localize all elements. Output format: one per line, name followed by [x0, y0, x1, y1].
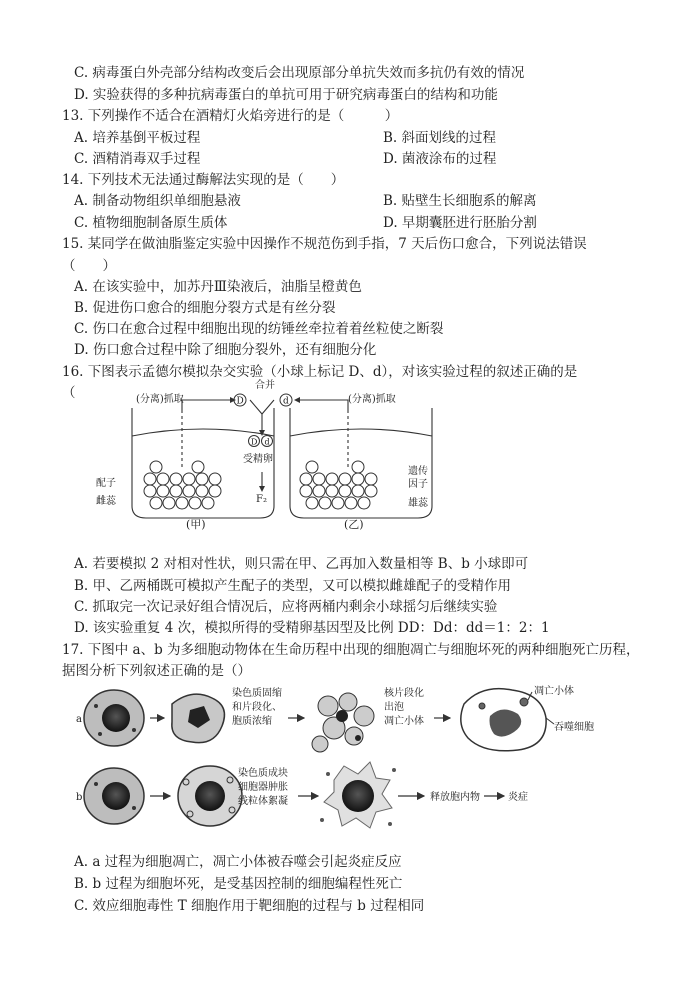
- option-b-q13: B. 斜面划线的过程: [383, 130, 497, 146]
- option-b-q17: B. b 过程为细胞坏死，是受基因控制的细胞编程性死亡: [74, 876, 403, 892]
- option-a-q15: A. 在该实验中，加苏丹Ⅲ染液后，油脂呈橙黄色: [74, 279, 362, 295]
- option-b-q15: B. 促进伤口愈合的细胞分裂方式是有丝分裂: [74, 300, 336, 316]
- right-grab-label: (分离)抓取: [348, 394, 396, 405]
- option-d-q16: D. 该实验重复 4 次，模拟所得的受精卵基因型及比例 DD：Dd：dd＝1：2：1: [74, 620, 550, 636]
- inflammation-label: 炎症: [508, 792, 528, 803]
- option-d-q15: D. 伤口愈合过程中除了细胞分裂外，还有细胞分化: [74, 342, 377, 358]
- fertilized-egg-label: 受精卵: [243, 454, 273, 465]
- question-17-stem: 17. 下图中 a、b 为多细胞动物体在生命历程中出现的细胞凋亡与细胞坏死的两种细胞死亡历程，: [62, 642, 640, 658]
- option-b-q14: B. 贴壁生长细胞系的解离: [383, 193, 537, 209]
- apoptotic-body-label: 凋亡小体: [534, 686, 574, 697]
- condensing-cell-a: [172, 694, 225, 743]
- a-step2-line1: 核片段化: [384, 688, 424, 699]
- option-a-q17: A. a 过程为细胞凋亡，凋亡小体被吞噬会引起炎症反应: [74, 854, 402, 870]
- figure-q17-cell-death: [72, 684, 632, 848]
- question-16-blank: （: [62, 385, 76, 401]
- question-15-blank: （ ）: [62, 258, 116, 274]
- b-step1-line3: 线粒体絮凝: [238, 796, 288, 807]
- bucket-jia-label: (甲): [186, 518, 206, 530]
- heredity-label-line1: 遗传: [408, 466, 428, 477]
- male-label: 雄蕊: [408, 498, 428, 509]
- b-step1-line2: 细胞器肿胀: [238, 782, 288, 793]
- pathway-a-label: a: [76, 714, 82, 725]
- fragmenting-cell-a: [312, 693, 374, 752]
- a-step1-line2: 和片段化、: [232, 702, 282, 713]
- option-c-q12: C. 病毒蛋白外壳部分结构改变后会出现原部分单抗失效而多抗仍有效的情况: [74, 65, 525, 81]
- ball-d-upper: D: [236, 396, 244, 407]
- merge-label: 合并: [255, 380, 275, 391]
- release-label: 释放胞内物: [430, 792, 480, 803]
- f2-label: F₂: [256, 494, 267, 505]
- pathway-b-label: b: [76, 792, 83, 803]
- option-c-q17: C. 效应细胞毒性 T 细胞作用于靶细胞的过程与 b 过程相同: [74, 898, 425, 914]
- question-14-stem: 14. 下列技术无法通过酶解法实现的是（ ）: [62, 172, 345, 188]
- heredity-label-line2: 因子: [408, 479, 428, 490]
- healthy-cell-a: [84, 690, 144, 746]
- option-c-q15: C. 伤口在愈合过程中细胞出现的纺锤丝牵拉着着丝粒使之断裂: [74, 321, 444, 337]
- phagocyte-label: 吞噬细胞: [554, 722, 594, 733]
- option-d-q14: D. 早期囊胚进行胚胎分割: [383, 215, 537, 231]
- option-b-q16: B. 甲、乙两桶既可模拟产生配子的类型，又可以模拟雌雄配子的受精作用: [74, 578, 512, 594]
- phagocyte-cell: [461, 689, 546, 751]
- a-step2-line3: 凋亡小体: [384, 716, 424, 727]
- zygote-ball-2: d: [264, 437, 270, 447]
- a-step1-line1: 染色质固缩: [232, 688, 282, 699]
- question-16-stem: 16. 下图表示孟德尔模拟杂交实验（小球上标记 D、d），对该实验过程的叙述正确的是: [62, 364, 578, 380]
- healthy-cell-b: [84, 768, 144, 824]
- option-a-q13: A. 培养基倒平板过程: [74, 130, 201, 146]
- female-label: 雌蕊: [96, 496, 116, 507]
- question-15-stem: 15. 某同学在做油脂鉴定实验中因操作不规范伤到手指，7 天后伤口愈合，下列说法错误: [62, 236, 587, 252]
- bucket-yi-label: (乙): [344, 518, 364, 530]
- left-grab-label: (分离)抓取: [136, 394, 184, 405]
- option-d-q12: D. 实验获得的多种抗病毒蛋白的单抗可用于研究病毒蛋白的结构和功能: [74, 87, 498, 103]
- option-d-q13: D. 菌液涂布的过程: [383, 151, 497, 167]
- question-17-stem-cont: 据图分析下列叙述正确的是（）: [62, 663, 251, 679]
- option-c-q14: C. 植物细胞制备原生质体: [74, 215, 228, 231]
- option-a-q16: A. 若要模拟 2 对相对性状，则只需在甲、乙再加入数量相等 B、b 小球即可: [74, 556, 529, 572]
- gamete-label: 配子: [96, 478, 116, 489]
- figure-q16-bucket-simulation: [90, 378, 450, 530]
- option-c-q13: C. 酒精消毒双手过程: [74, 151, 201, 167]
- zygote-ball-1: D: [251, 437, 258, 447]
- a-step1-line3: 胞质浓缩: [232, 716, 272, 727]
- option-a-q14: A. 制备动物组织单细胞悬液: [74, 193, 241, 209]
- a-step2-line2: 出泡: [384, 702, 404, 713]
- b-step1-line1: 染色质成块: [238, 768, 288, 779]
- ball-d-lower: d: [283, 396, 289, 407]
- question-13-stem: 13. 下列操作不适合在酒精灯火焰旁进行的是（ ）: [62, 108, 399, 124]
- lysing-cell-b: [320, 762, 396, 828]
- option-c-q16: C. 抓取完一次记录好组合情况后，应将两桶内剩余小球摇匀后继续实验: [74, 599, 498, 615]
- swelling-cell-b: [178, 766, 242, 826]
